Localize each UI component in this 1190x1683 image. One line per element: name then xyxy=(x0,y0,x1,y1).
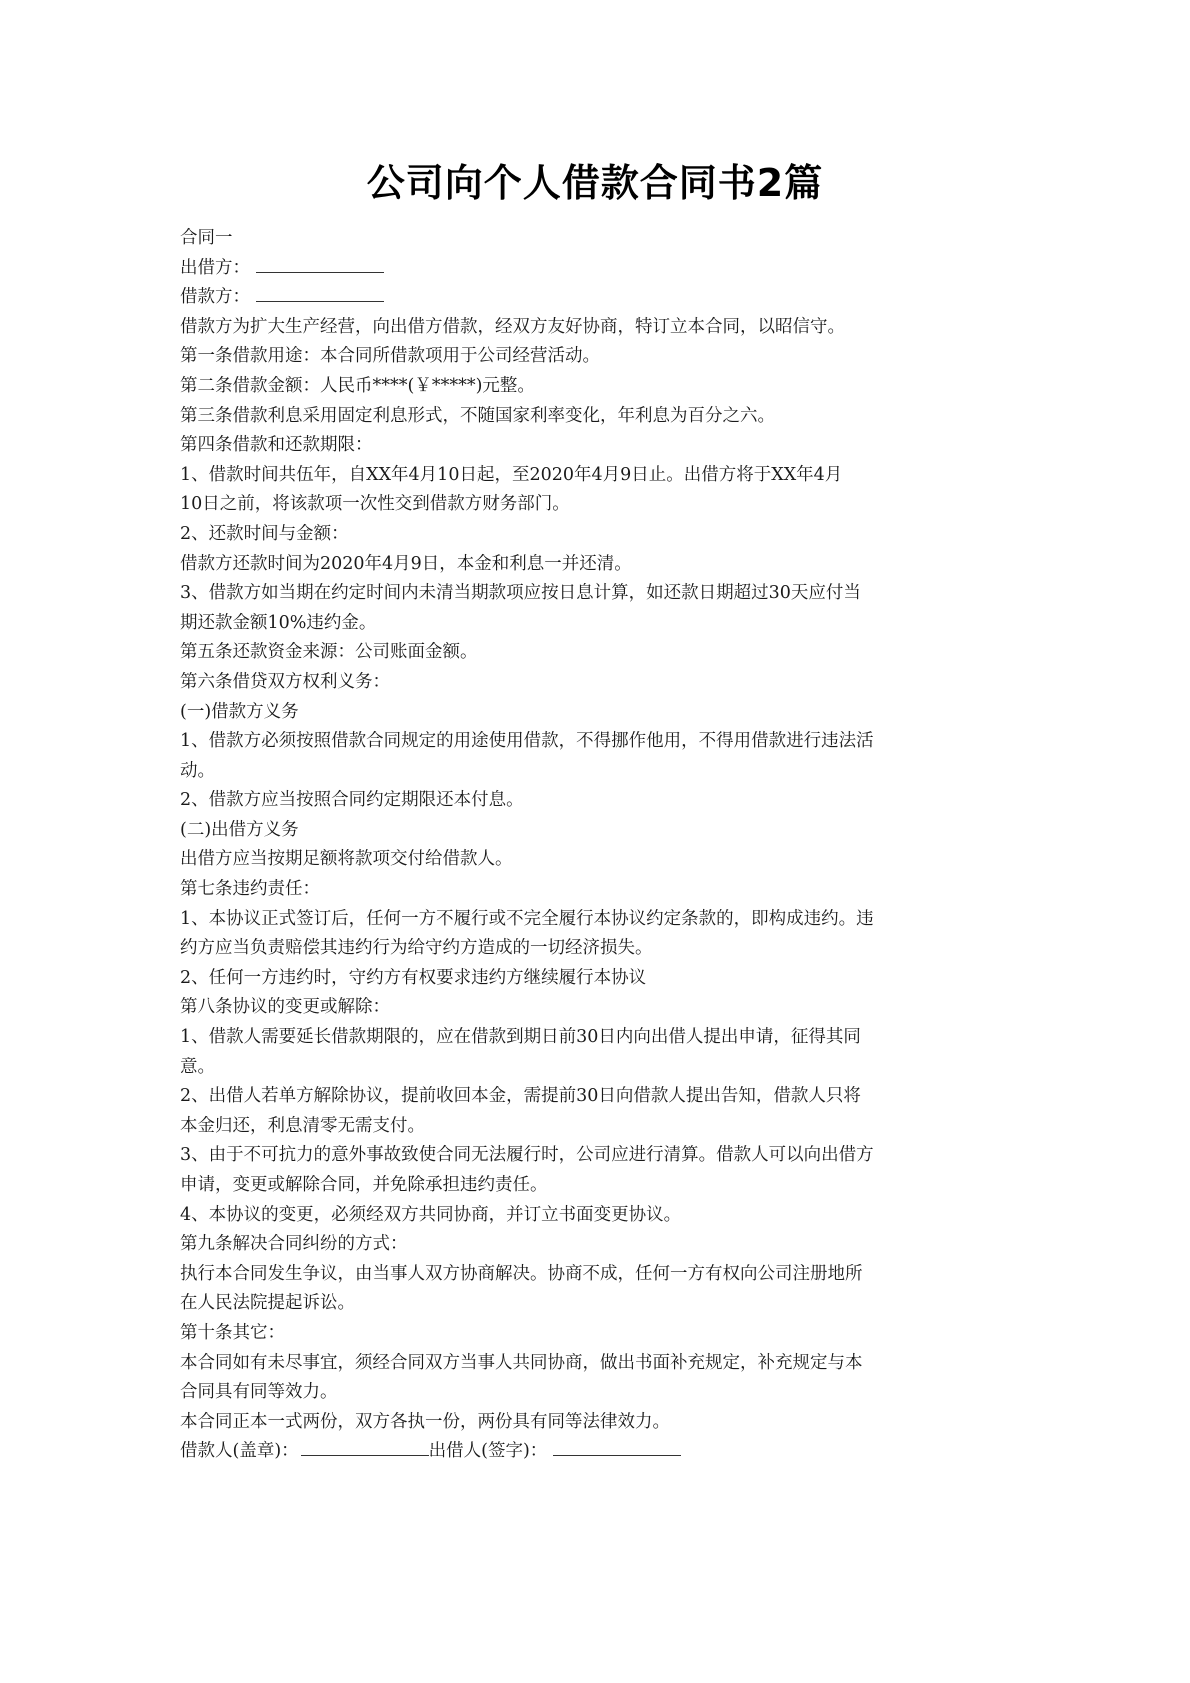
line-text: 2、还款时间与金额： xyxy=(180,523,349,544)
line-text: 本合同如有未尽事宜，须经合同双方当事人共同协商，做出书面补充规定，补充规定与本 xyxy=(180,1352,863,1373)
document-line xyxy=(180,490,1020,520)
line-text: 执行本合同发生争议，由当事人双方协商解决。协商不成，任何一方有权向公司注册地所 xyxy=(180,1263,863,1284)
line-text: 1、借款方必须按照借款合同规定的用途使用借款，不得挪作他用，不得用借款进行违法活 xyxy=(180,731,874,752)
line-text: 出借方： xyxy=(180,257,250,278)
document-line xyxy=(180,1082,1020,1112)
line-text: 3、借款方如当期在约定时间内未清当期款项应按日息计算，如还款日期超过30天应付当 xyxy=(180,583,861,604)
line-text: 第十条其它： xyxy=(180,1322,285,1343)
document-line xyxy=(180,1319,1020,1349)
borrower-signature-label: 借款人(盖章)： xyxy=(180,1441,299,1462)
document-line xyxy=(180,1378,1020,1408)
line-text: 第八条协议的变更或解除： xyxy=(180,997,390,1018)
document-line xyxy=(180,372,1020,402)
document-line xyxy=(180,402,1020,432)
line-text: 1、借款时间共伍年，自XX年4月10日起，至2020年4月9日止。出借方将于XX年4月 xyxy=(180,464,843,485)
document-line xyxy=(180,1053,1020,1083)
line-text: 4、本协议的变更，必须经双方共同协商，并订立书面变更协议。 xyxy=(180,1204,682,1225)
signature-line xyxy=(180,1437,1020,1467)
line-text: 借款方还款时间为2020年4月9日，本金和利息一并还清。 xyxy=(180,553,632,574)
line-text: 借款方为扩大生产经营，向出借方借款，经双方友好协商，特订立本合同，以昭信守。 xyxy=(180,316,845,337)
line-text: 10日之前，将该款项一次性交到借款方财务部门。 xyxy=(180,494,570,515)
lender-signature-blank xyxy=(553,1437,681,1456)
line-text: (一)借款方义务 xyxy=(180,701,299,722)
line-text: 在人民法院提起诉讼。 xyxy=(180,1293,355,1314)
document-body xyxy=(180,224,1020,1467)
line-text: 2、借款方应当按照合同约定期限还本付息。 xyxy=(180,790,524,811)
document-line xyxy=(180,1023,1020,1053)
document-line xyxy=(180,757,1020,787)
document-line xyxy=(180,283,1020,313)
document-line xyxy=(180,461,1020,491)
line-text: 1、借款人需要延长借款期限的，应在借款到期日前30日内向出借人提出申请，征得其同 xyxy=(180,1027,861,1048)
document-line xyxy=(180,934,1020,964)
fill-in-blank xyxy=(256,254,384,273)
line-text: 第四条借款和还款期限： xyxy=(180,435,373,456)
line-text: 第七条违约责任： xyxy=(180,879,320,900)
document-line xyxy=(180,698,1020,728)
document-title: 公司向个人借款合同书2篇 xyxy=(366,161,824,205)
line-text: 第二条借款金额：人民币****(￥*****)元整。 xyxy=(180,375,535,396)
document-line xyxy=(180,1230,1020,1260)
lender-signature-label: 出借人(签字)： xyxy=(428,1441,548,1462)
document-line xyxy=(180,1289,1020,1319)
line-text: 本合同正本一式两份，双方各执一份，两份具有同等法律效力。 xyxy=(180,1411,670,1432)
document-line xyxy=(180,1171,1020,1201)
document-line xyxy=(180,550,1020,580)
line-text: 合同具有同等效力。 xyxy=(180,1382,338,1403)
document-line xyxy=(180,1112,1020,1142)
document-line xyxy=(180,254,1020,284)
line-text: 2、任何一方违约时，守约方有权要求违约方继续履行本协议 xyxy=(180,967,647,988)
document-line xyxy=(180,1141,1020,1171)
document-line xyxy=(180,668,1020,698)
document-line xyxy=(180,638,1020,668)
document-line xyxy=(180,1349,1020,1379)
line-text: 2、出借人若单方解除协议，提前收回本金，需提前30日向借款人提出告知，借款人只将 xyxy=(180,1086,861,1107)
line-text: 出借方应当按期足额将款项交付给借款人。 xyxy=(180,849,513,870)
document-line xyxy=(180,993,1020,1023)
document-line xyxy=(180,431,1020,461)
line-text: 本金归还，利息清零无需支付。 xyxy=(180,1115,425,1136)
line-text: 合同一 xyxy=(180,228,233,248)
document-line xyxy=(180,816,1020,846)
line-text: (二)出借方义务 xyxy=(180,819,299,840)
document-line xyxy=(180,1260,1020,1290)
document-line xyxy=(180,224,1020,254)
line-text: 申请，变更或解除合同，并免除承担违约责任。 xyxy=(180,1175,548,1195)
document-line xyxy=(180,342,1020,372)
line-text: 第五条还款资金来源：公司账面金额。 xyxy=(180,642,478,663)
line-text: 3、由于不可抗力的意外事故致使合同无法履行时，公司应进行清算。借款人可以向出借方 xyxy=(180,1145,874,1166)
line-text: 动。 xyxy=(180,760,215,781)
line-text: 约方应当负责赔偿其违约行为给守约方造成的一切经济损失。 xyxy=(180,938,653,959)
document-line xyxy=(180,313,1020,343)
line-text: 第六条借贷双方权利义务： xyxy=(180,671,390,692)
document-line xyxy=(180,609,1020,639)
fill-in-blank xyxy=(256,283,384,302)
document-line xyxy=(180,579,1020,609)
document-line xyxy=(180,875,1020,905)
document-line xyxy=(180,1201,1020,1231)
borrower-signature-blank xyxy=(301,1437,429,1456)
document-line xyxy=(180,786,1020,816)
document-line xyxy=(180,905,1020,935)
document-line xyxy=(180,520,1020,550)
line-text: 1、本协议正式签订后，任何一方不履行或不完全履行本协议约定条款的，即构成违约。违 xyxy=(180,908,874,929)
line-text: 借款方： xyxy=(180,287,250,308)
line-text: 第一条借款用途：本合同所借款项用于公司经营活动。 xyxy=(180,346,600,367)
document-line xyxy=(180,1408,1020,1438)
document-line xyxy=(180,964,1020,994)
line-text: 第九条解决合同纠纷的方式： xyxy=(180,1234,408,1255)
line-text: 意。 xyxy=(180,1056,215,1077)
document-line xyxy=(180,845,1020,875)
line-text: 第三条借款利息采用固定利息形式，不随国家利率变化，年利息为百分之六。 xyxy=(180,405,775,426)
line-text: 期还款金额10%违约金。 xyxy=(180,612,377,633)
document-line xyxy=(180,727,1020,757)
